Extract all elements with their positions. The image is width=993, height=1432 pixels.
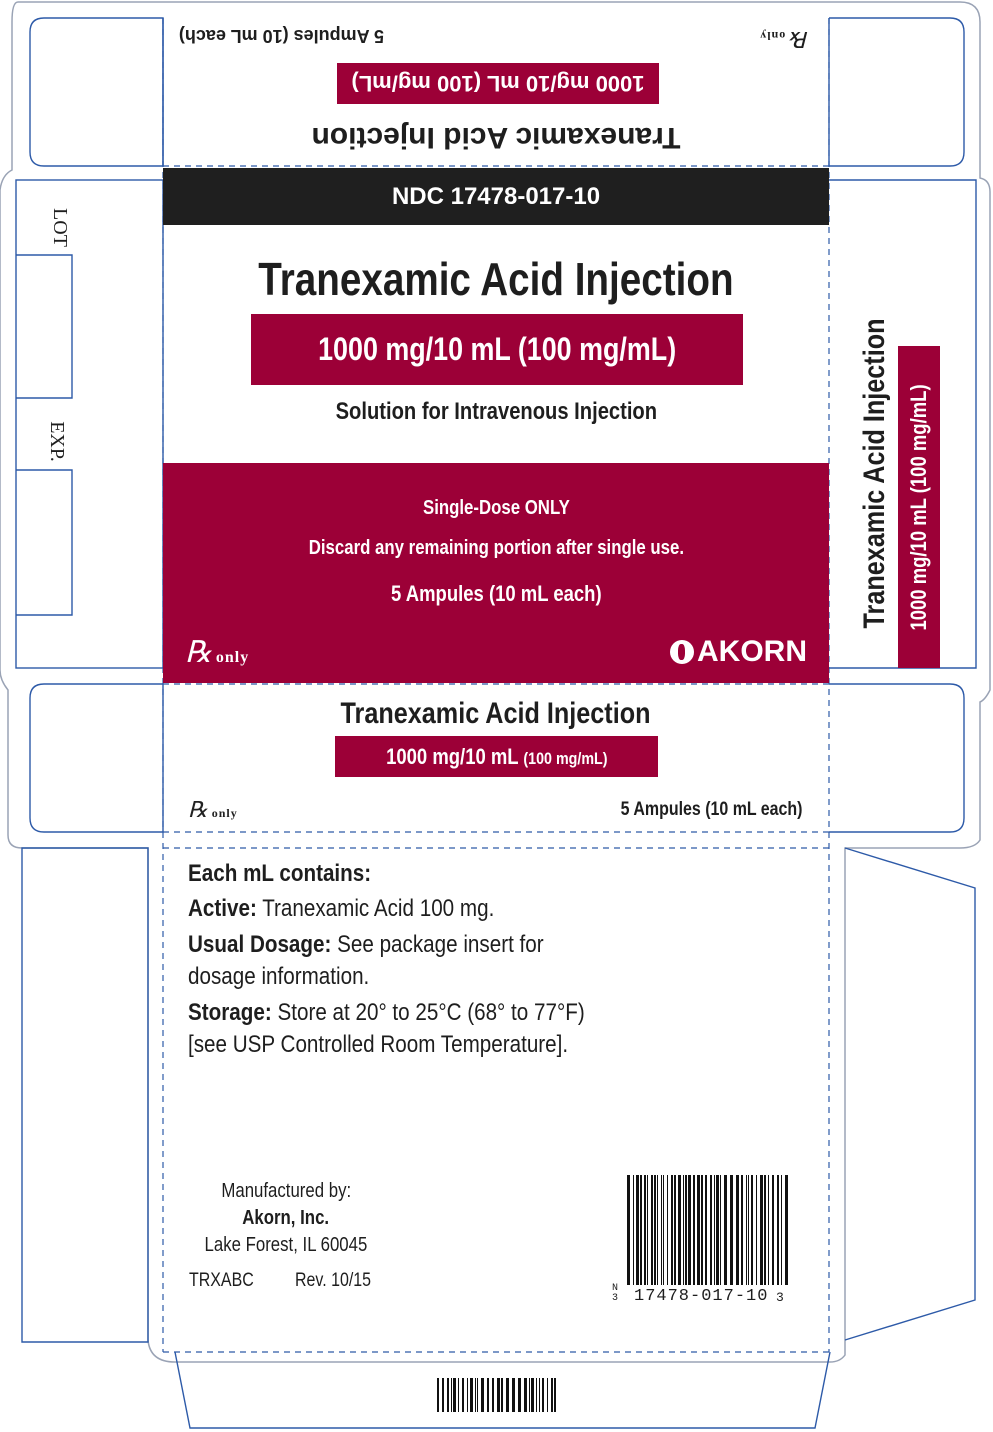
company-city: Lake Forest, IL 60045 <box>204 1234 368 1256</box>
strength-text: 1000 mg/10 mL (100 mg/mL) <box>317 331 677 367</box>
barcode-bar <box>756 1175 757 1285</box>
barcode-bar <box>524 1378 527 1412</box>
company-name: Akorn, Inc. <box>242 1207 330 1229</box>
barcode-bar <box>551 1378 553 1412</box>
barcode-bar <box>647 1175 648 1285</box>
barcode-bar <box>751 1175 753 1285</box>
top-flap-rx: ℞ only <box>759 27 809 52</box>
upc-barcode <box>625 1175 790 1290</box>
barcode-bar <box>458 1378 459 1412</box>
barcode-bar <box>785 1175 788 1285</box>
barcode-bar <box>748 1175 749 1285</box>
barcode-bar <box>547 1378 548 1412</box>
barcode-bar <box>475 1378 476 1412</box>
barcode-bar <box>470 1378 473 1412</box>
barcode-bar <box>701 1175 703 1285</box>
active-label: Active: <box>188 895 257 922</box>
akorn-logo-icon <box>670 640 694 664</box>
barcode-bar <box>512 1378 515 1412</box>
lot-label: LOT <box>48 208 71 247</box>
top-tuck-flap <box>163 14 829 164</box>
revision-code: Rev. 10/15 <box>295 1270 372 1291</box>
barcode-bar <box>451 1378 452 1412</box>
barcode-bar <box>467 1378 468 1412</box>
akorn-logo: AKORN <box>670 635 807 669</box>
barcode-bar <box>627 1175 630 1285</box>
active-text: Tranexamic Acid 100 mg. <box>262 895 495 922</box>
barcode-bar <box>462 1378 464 1412</box>
barcode-bar <box>705 1175 707 1285</box>
barcode-bar <box>529 1378 530 1412</box>
upc-prefix: N 3 <box>611 1283 618 1304</box>
barcode-bar <box>716 1175 719 1285</box>
barcode-bar <box>764 1175 766 1285</box>
dosage-band <box>163 463 829 683</box>
barcode-bar <box>781 1175 782 1285</box>
barcode-bar <box>710 1175 712 1285</box>
side-strength-box: 1000 mg/10 mL (100 mg/mL) <box>898 346 940 668</box>
dosage-text-1: See package insert for <box>337 931 544 958</box>
each-ml-heading: Each mL contains: <box>188 860 372 887</box>
barcode-bar <box>453 1378 456 1412</box>
top-flap-ampules: 5 Ampules (10 mL each) <box>178 26 384 46</box>
upc-number: 17478-017-10 <box>634 1287 769 1306</box>
barcode-bar <box>768 1175 769 1285</box>
barcode-bar <box>746 1175 747 1285</box>
upc-check-digit: 3 <box>776 1290 784 1305</box>
barcode-bar <box>633 1175 634 1285</box>
bottom-tuck-rx: ℞ only <box>188 797 238 822</box>
barcode-bar <box>667 1175 668 1285</box>
barcode-bar <box>651 1175 653 1285</box>
barcode-bar <box>506 1378 509 1412</box>
barcode-bar <box>777 1175 779 1285</box>
ampules-count: 5 Ampules (10 mL each) <box>390 581 602 606</box>
ndc-number: NDC 17478-017-10 <box>391 182 601 210</box>
bottom-tuck-ampules: 5 Ampules (10 mL each) <box>620 799 802 820</box>
barcode-bar <box>554 1378 556 1412</box>
storage-text-1: Store at 20° to 25°C (68° to 77°F) <box>277 999 585 1026</box>
ndc-bar <box>163 168 829 225</box>
barcode-bar <box>518 1378 521 1412</box>
barcode-bar <box>724 1175 727 1285</box>
barcode-bar <box>663 1175 664 1285</box>
barcode-bar <box>661 1175 662 1285</box>
barcode-bar <box>497 1378 500 1412</box>
storage-label: Storage: <box>188 999 272 1026</box>
barcode-bar <box>741 1175 743 1285</box>
barcode-bar <box>539 1378 540 1412</box>
product-title: Tranexamic Acid Injection <box>258 253 734 305</box>
barcode-bar <box>697 1175 700 1285</box>
barcode-bar <box>501 1378 503 1412</box>
product-code: TRXABC <box>189 1270 254 1291</box>
barcode-bar <box>481 1378 484 1412</box>
top-flap-strength: 1000 mg/10 mL (100 mg/mL) <box>351 71 645 97</box>
bottom-tuck-strength-box: 1000 mg/10 mL (100 mg/mL) <box>335 736 658 777</box>
barcode-bar <box>683 1175 684 1285</box>
side-panel <box>830 180 978 668</box>
dosage-label: Usual Dosage: <box>188 931 332 958</box>
barcode-bar <box>654 1175 656 1285</box>
barcode-bar <box>542 1378 544 1412</box>
side-title: Tranexamic Acid Injection <box>858 318 891 628</box>
barcode-bar <box>685 1175 687 1285</box>
barcode-bar <box>736 1175 739 1285</box>
top-flap-title: Tranexamic Acid Injection <box>311 121 681 154</box>
barcode-bar <box>442 1378 444 1412</box>
barcode-bar <box>636 1175 639 1285</box>
barcode-bar <box>531 1378 534 1412</box>
barcode-bar <box>437 1378 439 1412</box>
strength-box <box>251 314 743 385</box>
top-flap-strength-box <box>337 63 659 104</box>
barcode-bar <box>671 1175 673 1285</box>
manufactured-by: Manufactured by: <box>221 1180 351 1202</box>
barcode-bar <box>657 1175 658 1285</box>
pharmacode-barcode <box>435 1378 557 1412</box>
barcode-bar <box>730 1175 733 1285</box>
barcode-bar <box>678 1175 681 1285</box>
barcode-bar <box>688 1175 691 1285</box>
storage-text-2: [see USP Controlled Room Temperature]. <box>188 1031 569 1058</box>
barcode-bar <box>492 1378 494 1412</box>
dosage-text-2: dosage information. <box>188 963 370 990</box>
barcode-bar <box>536 1378 537 1412</box>
barcode-bar <box>760 1175 763 1285</box>
exp-label: EXP. <box>45 421 68 462</box>
barcode-bar <box>477 1378 478 1412</box>
barcode-bar <box>772 1175 774 1285</box>
barcode-bar <box>447 1378 449 1412</box>
barcode-bar <box>487 1378 489 1412</box>
bottom-tuck-title: Tranexamic Acid Injection <box>341 697 651 730</box>
single-dose-notice: Single-Dose ONLY <box>422 497 570 519</box>
barcode-bar <box>714 1175 715 1285</box>
barcode-bar <box>720 1175 721 1285</box>
discard-notice: Discard any remaining portion after single use. <box>308 537 684 559</box>
barcode-bar <box>644 1175 646 1285</box>
barcode-bar <box>640 1175 642 1285</box>
ingredients-block <box>188 858 648 1064</box>
rx-only-mark: ℞ only <box>185 636 250 669</box>
solution-type: Solution for Intravenous Injection <box>335 398 657 425</box>
manufacturer-block <box>186 1178 386 1259</box>
barcode-bar <box>674 1175 676 1285</box>
barcode-bar <box>693 1175 695 1285</box>
